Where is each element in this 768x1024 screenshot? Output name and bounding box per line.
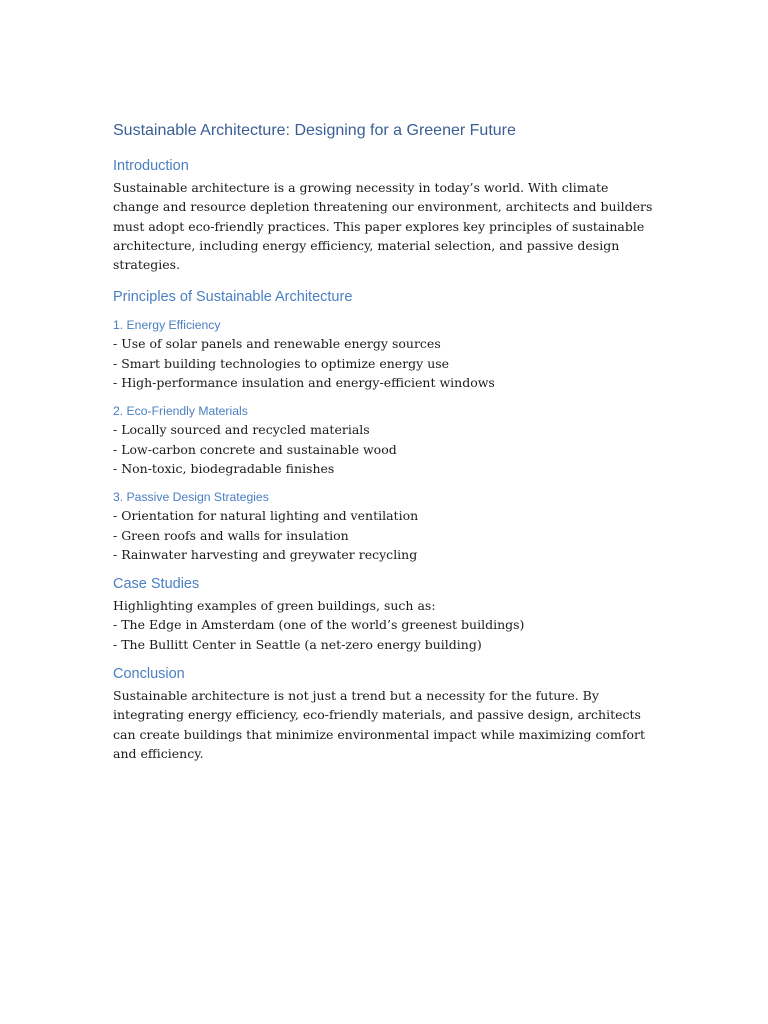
list-item: - The Bullitt Center in Seattle (a net-zero energy building) <box>113 636 482 652</box>
case-studies-intro: Highlighting examples of green buildings, such as: <box>113 598 436 614</box>
subsection-heading-eco-friendly-materials: 2. Eco-Friendly Materials <box>113 404 248 419</box>
conclusion-heading: Conclusion <box>113 666 185 683</box>
conclusion-paragraph: Sustainable architecture is not just a trend but a necessity for the future. By integrating energy efficiency, eco-friendly materials, and passive design, architects can create buildings that minimize environmental impact while maximizing comfort and efficiency. <box>113 688 645 761</box>
list-item: - Use of solar panels and renewable energy sources <box>113 336 441 352</box>
list-item: - Low-carbon concrete and sustainable wood <box>113 441 397 457</box>
passive-design-list <box>113 506 658 564</box>
document-page <box>113 122 658 763</box>
principles-heading: Principles of Sustainable Architecture <box>113 289 353 306</box>
introduction-heading: Introduction <box>113 158 189 174</box>
list-item: - High-performance insulation and energy-efficient windows <box>113 375 495 391</box>
subsection-heading-passive-design: 3. Passive Design Strategies <box>113 490 269 505</box>
energy-efficiency-list <box>113 334 658 392</box>
list-item: - Locally sourced and recycled materials <box>113 422 370 438</box>
list-item: - The Edge in Amsterdam (one of the world’s greenest buildings) <box>113 617 525 633</box>
subsection-heading-energy-efficiency: 1. Energy Efficiency <box>113 318 221 333</box>
case-studies-list <box>113 615 658 654</box>
case-studies-heading: Case Studies <box>113 576 200 593</box>
list-item: - Smart building technologies to optimize energy use <box>113 355 450 371</box>
document-title: Sustainable Architecture: Designing for a Greener Future <box>113 122 516 139</box>
list-item: - Rainwater harvesting and greywater recycling <box>113 546 418 562</box>
list-item: - Orientation for natural lighting and ventilation <box>113 508 419 524</box>
introduction-paragraph: Sustainable architecture is a growing necessity in today’s world. With climate change and resource depletion threatening our environment, architects and builders must adopt eco-friendly practices. This paper explores key principles of sustainable architecture, including energy efficiency, material selection, and passive design strategies. <box>113 180 653 273</box>
list-item: - Green roofs and walls for insulation <box>113 527 349 543</box>
list-item: - Non-toxic, biodegradable finishes <box>113 460 335 476</box>
eco-friendly-materials-list <box>113 420 658 478</box>
